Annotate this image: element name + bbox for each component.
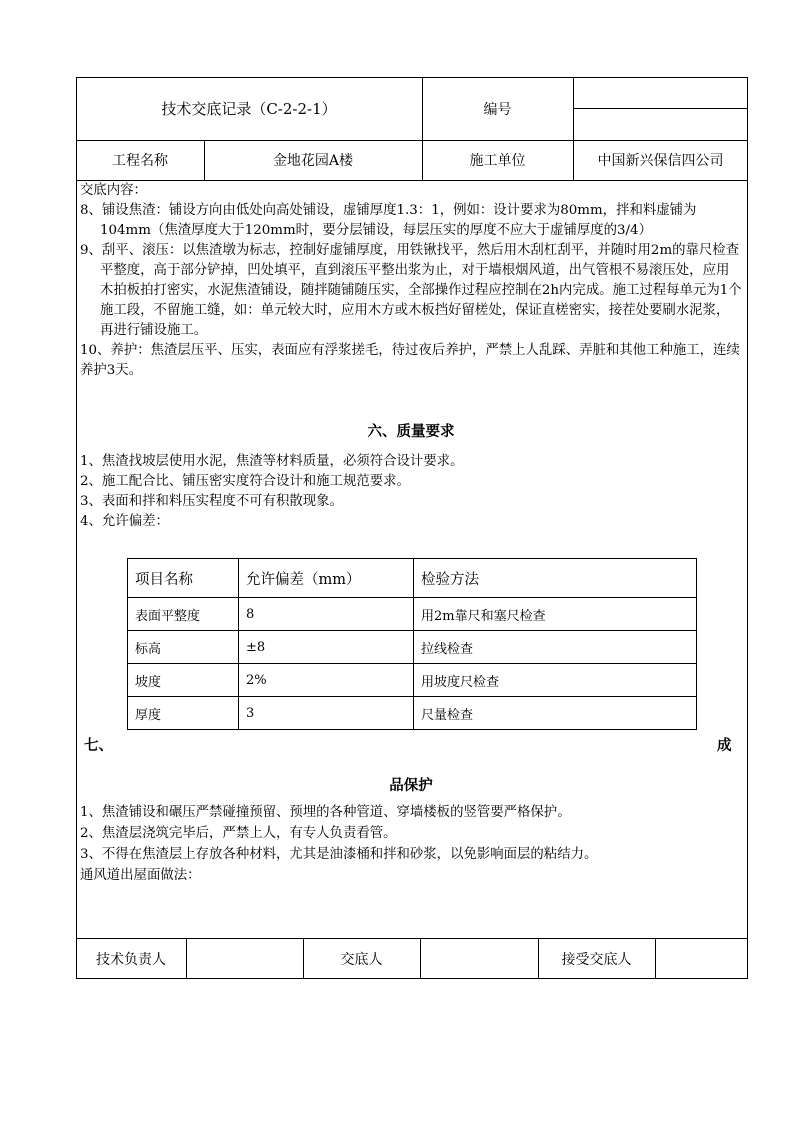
table-cell: 拉线检查 (414, 631, 697, 664)
receiver-label: 接受交底人 (561, 951, 632, 968)
discloser-label: 交底人 (340, 951, 383, 968)
quality-item: 1、焦渣找坡层使用水泥，焦渣等材料质量，必须符合设计要求。 (80, 454, 464, 469)
table-cell: 8 (239, 598, 414, 631)
content-intro: 交底内容： (80, 183, 147, 198)
protection-item: 3、不得在焦渣层上存放各种材料，尤其是油漆桶和拌和砂浆，以免影响面层的粘结力。 (80, 847, 598, 862)
project-name-label: 工程名称 (112, 153, 168, 169)
protection-item: 1、焦渣铺设和碾压严禁碰撞预留、预埋的各种管道、穿墙楼板的竖管要严格保护。 (80, 805, 571, 820)
table-header-cell: 检验方法 (414, 559, 697, 598)
protection-list (80, 802, 742, 886)
discloser-signature (420, 938, 538, 979)
quality-item: 3、表面和拌和料压实程度不可有积散现象。 (80, 494, 343, 509)
content-item-9: 9、刮平、滚压：以焦渣墩为标志，控制好虚铺厚度，用铁锹找平，然后用木刮杠刮平，并随时用2m的靠尺检查平整度，高于部分铲掉，凹处填平，直到滚压平整出浆为止，对于墙根烟风道，出气管根不易滚压处，应用木拍板拍打密实，水泥焦渣铺设，随拌随铺随压实，全部操作过程应控制在2h内完成。施工过程每单元为1个施工段，不留施工缝，如：单元较大时，应用木方或木板挡好留槎处，保证直槎密实，接茬处要刷水泥浆，再进行铺设施工。 (80, 243, 742, 338)
table-cell: 尺量检查 (414, 697, 697, 730)
number-value (573, 77, 748, 108)
construction-unit-label: 施工单位 (469, 153, 526, 169)
ventilation-note: 通风道出屋面做法： (80, 868, 201, 883)
number-label: 编号 (483, 101, 512, 118)
table-cell: 2% (239, 664, 414, 697)
table-cell: ±8 (239, 631, 414, 664)
table-cell: 3 (239, 697, 414, 730)
quality-item: 4、允许偏差： (80, 514, 169, 529)
table-header-cell: 允许偏差（mm） (239, 559, 414, 598)
table-cell: 用2m靠尺和塞尺检查 (414, 598, 697, 631)
quality-section-title: 六、质量要求 (367, 423, 455, 440)
table-cell: 表面平整度 (128, 598, 239, 631)
table-header-row (128, 559, 697, 598)
table-row (128, 664, 697, 697)
project-name-value: 金地花园A楼 (272, 153, 354, 169)
table-row (128, 631, 697, 664)
table-row (128, 598, 697, 631)
quality-list (80, 452, 742, 532)
table-header-cell: 项目名称 (128, 559, 239, 598)
form-title: 技术交底记录（C-2-2-1） (161, 100, 337, 118)
quality-item: 2、施工配合比、铺压密实度符合设计和施工规范要求。 (80, 474, 410, 489)
content-item-8: 8、铺设焦渣：铺设方向由低处向高处铺设，虚铺厚度1.3：1，例如：设计要求为80mm，拌和料虚铺为104mm（焦渣厚度大于120mm时，要分层铺设，每层压实的厚度不应大于虚铺厚度的3/4） (80, 203, 697, 238)
protection-title-left: 七、 (84, 737, 113, 754)
table-row (128, 697, 697, 730)
construction-unit-value: 中国新兴保信四公司 (597, 153, 724, 169)
protection-item: 2、焦渣层浇筑完毕后，严禁上人，有专人负责看管。 (80, 826, 397, 841)
tech-lead-label: 技术负责人 (96, 951, 166, 968)
protection-title-continued: 品保护 (389, 777, 433, 794)
table-cell: 厚度 (128, 697, 239, 730)
tolerance-table (127, 558, 697, 730)
receiver-signature (655, 938, 748, 979)
disclosure-content (80, 181, 742, 381)
table-cell: 标高 (128, 631, 239, 664)
number-box-divider (573, 108, 748, 109)
tech-lead-signature (186, 938, 303, 979)
content-item-10: 10、养护：焦渣层压平、压实，表面应有浮浆搓毛，待过夜后养护，严禁上人乱踩、弄脏和其他工种施工，连续养护3天。 (80, 343, 740, 378)
protection-title-right: 成 (717, 737, 732, 754)
table-cell: 用坡度尺检查 (414, 664, 697, 697)
table-cell: 坡度 (128, 664, 239, 697)
